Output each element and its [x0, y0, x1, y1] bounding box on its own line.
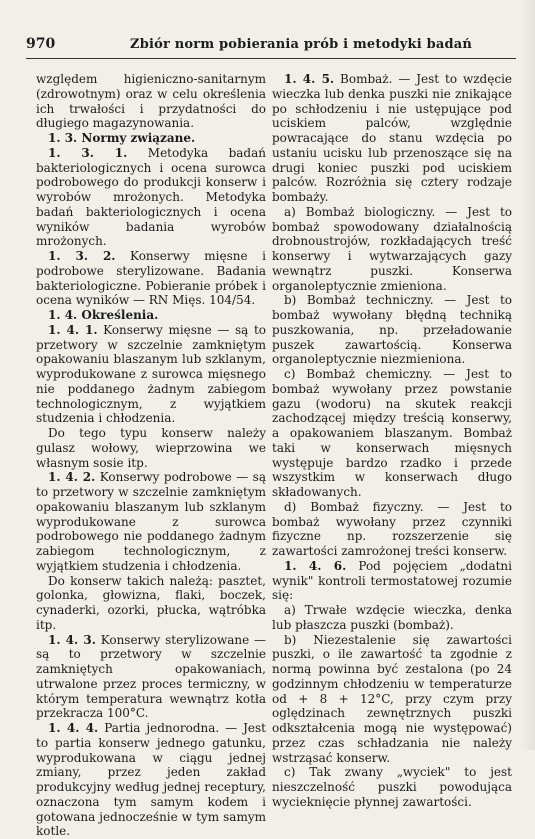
clause-number: 1. 3. 1. [48, 145, 128, 160]
clause-number: 1. 4. 3. [48, 632, 96, 647]
paragraph-1-4-2-example: Do konserw takich należą: pasztet, golonka, głowizna, flaki, boczek, cynaderki, ozorki, płucka, wątróbka itp. [36, 573, 266, 632]
paragraph-1-4-5 [272, 72, 512, 205]
clause-number: 1. 3. 2. [48, 249, 116, 263]
item-chemical-bombage: c) Bombaż chemiczny. — Jest to bombaż wywołany przez powstanie gazu (wodoru) na skutek reakcji zachodzącej między treścią konserwy, a opakowaniem blaszanym. Bombaż taki w konserwach mięsnych występuje bardzo rzadko i przede wszystkim w konserwach długo składowanych. [272, 367, 512, 499]
item-technical-bombage: b) Bombaż techniczny. — Jest to bombaż wywołany błędną techniką puszkowania, np. przeładowanie puszek zawartością. Konserwa organoleptycznie niezmieniona. [272, 293, 512, 367]
clause-number: 1. 4. 4. [48, 721, 99, 735]
item-physical-bombage: d) Bombaż fizyczny. — Jest to bombaż wywołany przez czynniki fizyczne np. rozszerzenie się zawartości zamrożonej treści konserw. [272, 499, 512, 558]
paragraph-intro: względem higieniczno-sanitarnym (zdrowotnym) oraz w celu określenia ich trwałości i przydatności do długiego magazynowania. [36, 72, 266, 131]
paragraph-1-4-4 [36, 721, 266, 839]
paragraph-1-3-1 [36, 146, 266, 249]
paragraph-1-4-2 [36, 470, 266, 573]
paragraph-1-4-1-example: Do tego typu konserw należy gulasz wołowy, wieprzowina we własnym sosie itp. [36, 426, 266, 470]
paragraph-1-3-2 [36, 249, 266, 308]
right-column [272, 72, 512, 810]
clause-text: Konserwy mięsne — są to przetwory w szczelnie zamkniętym opakowaniu blaszanym lub szklanym, wyprodukowane z surowca mięsnego nie poddanego żadnym zabiegom technologicznym, z wyjątkiem studzenia i chłodzenia. [36, 322, 266, 426]
clause-text: Pod pojęciem „dodatni wynik" kontroli termostatowej rozumie się: [272, 558, 512, 603]
left-column [36, 72, 266, 839]
clause-text: Partia jednorodna. — Jest to partia konserw jednego gatunku, wyprodukowana w ciągu jednej zmiany, przez jeden zakład produkcyjny według jednej receptury, oznaczona tym samym kodem i gotowana jednocześnie w tym samym kotle. [36, 721, 267, 839]
clause-number: 1. 4. 1. [48, 322, 98, 337]
item-positive-a: a) Trwałe wzdęcie wieczka, denka lub płaszcza puszki (bombaż). [272, 603, 512, 632]
paragraph-1-4-1 [36, 323, 266, 426]
paragraph-1-4-3 [36, 633, 266, 722]
scan-shadow [521, 0, 535, 750]
paragraph-1-4-6 [272, 559, 512, 603]
section-heading-1-4: 1. 4. Określenia. [48, 308, 159, 322]
page-number: 970 [26, 36, 56, 52]
clause-number: 1. 4. 5. [284, 72, 335, 86]
running-title: Zbiór norm pobierania prób i metodyki badań [130, 37, 473, 52]
item-biological-bombage: a) Bombaż biologiczny. — Jest to bombaż spowodowany działalnością drobnoustrojów, rozkładających treść konserwy i wytwarzających gazy wewnątrz puszki. Konserwa organoleptycznie zmieniona. [272, 204, 512, 293]
item-positive-c: c) Tak zwany „wyciek" to jest nieszczelność puszki powodująca wycieknięcie płynnej zawartości. [272, 765, 512, 809]
clause-text: Konserwy podrobowe — są to przetwory w szczelnie zamkniętym opakowaniu blaszanym lub szklanym wyprodukowane z surowca podrobowego nie poddanego żadnym zabiegom technologicznym, z wyjątkiem studzenia i chłodzenia. [36, 470, 266, 573]
clause-number: 1. 4. 2. [48, 470, 96, 485]
clause-text: Konserwy mięsne i podrobowe sterylizowane. Badania bakteriologiczne. Pobieranie próbek i ocena wyników — RN Mięs. 104/54. [36, 249, 266, 308]
header-rule [26, 58, 516, 59]
clause-text: Konserwy sterylizowane — są to przetwory w szczelnie zamkniętych opakowaniach, utrwalone przez proces termiczny, w którym temperatura wewnątrz kotła przekracza 100°C. [36, 632, 267, 721]
section-heading-1-3: 1. 3. Normy związane. [48, 131, 196, 145]
clause-number: 1. 4. 6. [284, 558, 347, 573]
item-positive-b: b) Niezestalenie się zawartości puszki, o ile zawartość ta zgodnie z normą powinna być zestalona (po 24 godzinnym chłodzeniu w temperaturze od + 8 + 12°C, przy czym przy oględzinach zewnętrznych puszki odkształcenia mogą nie występować) przez czas schładzania nie należy wstrząsać konserw. [272, 632, 512, 765]
clause-text: Metodyka badań bakteriologicznych i ocena surowca podrobowego do produkcji konserw i wyrobów mrożonych. Metodyka badań bakteriologicznych i ocena wyników badania wyrobów mrożonych. [36, 145, 266, 249]
clause-text: Bombaż. — Jest to wzdęcie wieczka lub denka puszki nie znikające po schłodzeniu i nie ustępujące pod uciskiem palców, względnie powracające do stanu wzdęcia po ustaniu ucisku lub przenoszące się na drugi koniec puszki pod uciskiem palców. Rozróżnia się cztery rodzaje bombaży. [272, 72, 513, 204]
